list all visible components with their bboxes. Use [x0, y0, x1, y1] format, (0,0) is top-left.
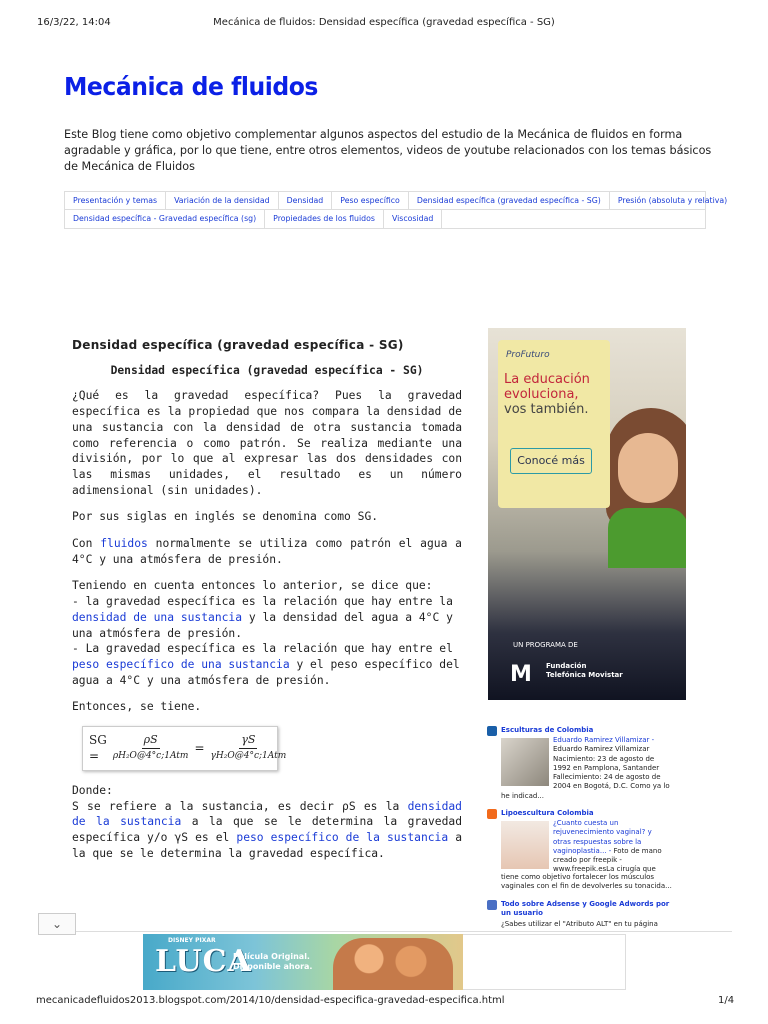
ad-program-label: UN PROGRAMA DE — [513, 641, 578, 649]
banner-brand: DISNEY PIXAR — [168, 937, 216, 944]
tab-presion[interactable]: Presión (absoluta y relativa) — [617, 196, 728, 205]
banner-tagline: Película Original. Disponible ahora. — [233, 952, 313, 971]
print-url: mecanicadefluidos2013.blogspot.com/2014/10/densidad-especifica-gravedad-especifica.html — [36, 995, 505, 1006]
link-densidad-sustancia[interactable]: densidad de una sustancia — [72, 610, 243, 624]
print-page-title: Mecánica de fluidos: Densidad específica (gravedad específica - SG) — [213, 17, 555, 28]
post-subtitle: Densidad específica (gravedad específica - SG) — [110, 363, 424, 377]
blog-list-snippet: ¿Cuanto cuesta un rejuvenecimiento vaginal? y otras respuestas sobre la vaginoplastia... - Foto de mano creado por freepik - www.freepik.esLa cirugía que — [553, 819, 662, 874]
link-peso-especifico-de-la-sustancia[interactable]: peso específico de la sustancia — [236, 831, 449, 845]
post-paragraph: Teniendo en cuenta entonces lo anterior, se dice que: - la gravedad específica es la relación que hay entre la densidad de una sustancia y la densidad del agua a 4°C y una atmósfera de presión. - La gravedad específica es la relación que hay entre el peso específico de una sustancia y el peso específico del agua a 4°C y una atmósfera de presión. — [72, 579, 460, 687]
link-fluidos[interactable]: fluidos — [100, 537, 148, 551]
nav-row — [65, 210, 705, 228]
post-title: Densidad específica (gravedad específica - SG) — [72, 338, 404, 352]
blogger-icon — [487, 809, 497, 819]
blog-list-item: Todo sobre Adsense y Google Adwords por un usuario ¿Sabes utilizar el "Atributo ALT" en tu página — [487, 900, 677, 930]
link-peso-especifico-sustancia[interactable]: peso específico de una sustancia — [72, 657, 290, 671]
blog-description: Este Blog tiene como objetivo complementar algunos aspectos del estudio de la Mecánica de fluidos en forma agradable y gráfica, por lo que tiene, entre otros elementos, videos de youtube relacionados con los temas básicos de Mecánica de Fluidos — [64, 128, 712, 173]
sg-formula-image: SG = $\frac{\rho S}{\text{ρH₂O@4°c;1Atm}}$ = $\frac{\gamma S}{\text{γH₂O@4°c;1Atm}}$ — [82, 726, 278, 771]
ad-headline: La educación evoluciona, — [504, 372, 590, 402]
ad-girl-face — [618, 433, 678, 503]
blog-title[interactable]: Mecánica de fluidos — [64, 72, 318, 101]
blog-list-item: Esculturas de Colombia Eduardo Ramirez Villamizar - Eduardo Ramirez Villamizar Nacimiento: 23 de agosto de 1992 en Pamplona, Santander Fallecimiento: 24 de agosto de 2004 en Bogotá, D.C. Como ya lo he indicad... — [487, 726, 677, 798]
post-paragraph: Con fluidos normalmente se utiliza como patrón el agua a 4°C y una atmósfera de presión. — [72, 537, 462, 566]
post-paragraph: Donde: S se refiere a la sustancia, es decir ρS es la densidad de la sustancia a la que se le determina la gravedad específica y/o γS es el peso específico de la sustancia a la que se le determina la gravedad específica. — [72, 784, 462, 860]
fraction-specific-weight: $\frac{\gamma S}{\text{γH₂O@4°c;1Atm}}$ — [210, 733, 287, 762]
ad-profuturo[interactable] — [488, 328, 686, 700]
print-date: 16/3/22, 14:04 — [37, 17, 111, 28]
nav-row — [65, 192, 728, 210]
tab-peso-especifico[interactable]: Peso específico — [332, 192, 409, 209]
link-densidad-de-la-sustancia[interactable]: densidad de la sustancia — [72, 799, 462, 829]
blog-icon — [487, 900, 497, 910]
luca-logo: LUCA — [155, 944, 252, 979]
blog-list-item: Lipoescultura Colombia ¿Cuanto cuesta un rejuvenecimiento vaginal? y otras respuestas sobre la vaginoplastia... - Foto de mano creado por freepik - www.freepik.esLa cirugía que tiene como objetivo fortalecer los músculos vaginales con el fin de devolverles su tonacida... — [487, 809, 677, 893]
blog-list-title[interactable]: Lipoescultura Colombia — [501, 809, 594, 817]
banner-blank-area — [463, 934, 626, 990]
tab-densidad-especifica[interactable]: Densidad específica (gravedad específica - SG) — [409, 192, 610, 209]
nav-tabs — [64, 191, 728, 229]
lipo-thumbnail — [501, 821, 549, 869]
ad-cta-button[interactable]: Conocé más — [510, 448, 592, 474]
ad-card — [498, 340, 610, 508]
tab-viscosidad[interactable]: Viscosidad — [384, 210, 442, 228]
tab-densidad[interactable]: Densidad — [279, 192, 333, 209]
banner-characters — [333, 938, 453, 990]
fraction-density: $\frac{\rho S}{\text{ρH₂O@4°c;1Atm}}$ — [112, 733, 189, 762]
post-paragraph: Entonces, se tiene. — [72, 700, 202, 714]
ad-brand: ProFuturo — [506, 350, 550, 360]
blog-icon — [487, 726, 497, 736]
tab-presentacion[interactable]: Presentación y temas — [65, 192, 166, 209]
tab-gravedad-especifica[interactable]: Densidad específica - Gravedad específica (sg) — [65, 210, 265, 228]
blog-list-snippet: Eduardo Ramirez Villamizar - Eduardo Ramirez Villamizar Nacimiento: 23 de agosto de 1992 en Pamplona, Santander Fallecimiento: 24 de agosto de 2004 en Bogotá, D.C. Como ya lo — [553, 736, 670, 791]
blog-list-title[interactable]: Todo sobre Adsense y Google Adwords por un usuario — [501, 900, 670, 918]
ad-banner-luca[interactable] — [143, 934, 463, 990]
tab-propiedades[interactable]: Propiedades de los fluidos — [265, 210, 384, 228]
ad-girl-shirt — [608, 508, 686, 568]
chevron-down-icon[interactable]: ⌄ — [38, 913, 76, 935]
post-paragraph: ¿Qué es la gravedad específica? Pues la gravedad específica es la propiedad que nos compara la densidad de una sustancia con la densidad de otra sustancia tomada como referencia o como patrón. Se realiza mediante una división, por lo que al expresar las dos densidades con las mismas unidades, el resultado es un número adimensional (sin unidades). — [72, 389, 462, 497]
divider — [38, 931, 732, 932]
tab-variacion-densidad[interactable]: Variación de la densidad — [166, 192, 279, 209]
sculpture-thumbnail — [501, 738, 549, 786]
blog-list-title[interactable]: Esculturas de Colombia — [501, 726, 594, 734]
post-body — [72, 338, 462, 873]
movistar-logo: M — [510, 662, 532, 687]
ad-foundation: Fundación Telefónica Movistar — [546, 662, 623, 679]
ad-headline2: vos también. — [504, 402, 589, 417]
print-page-number: 1/4 — [718, 995, 735, 1006]
post-paragraph: Por sus siglas en inglés se denomina como SG. — [72, 510, 379, 524]
